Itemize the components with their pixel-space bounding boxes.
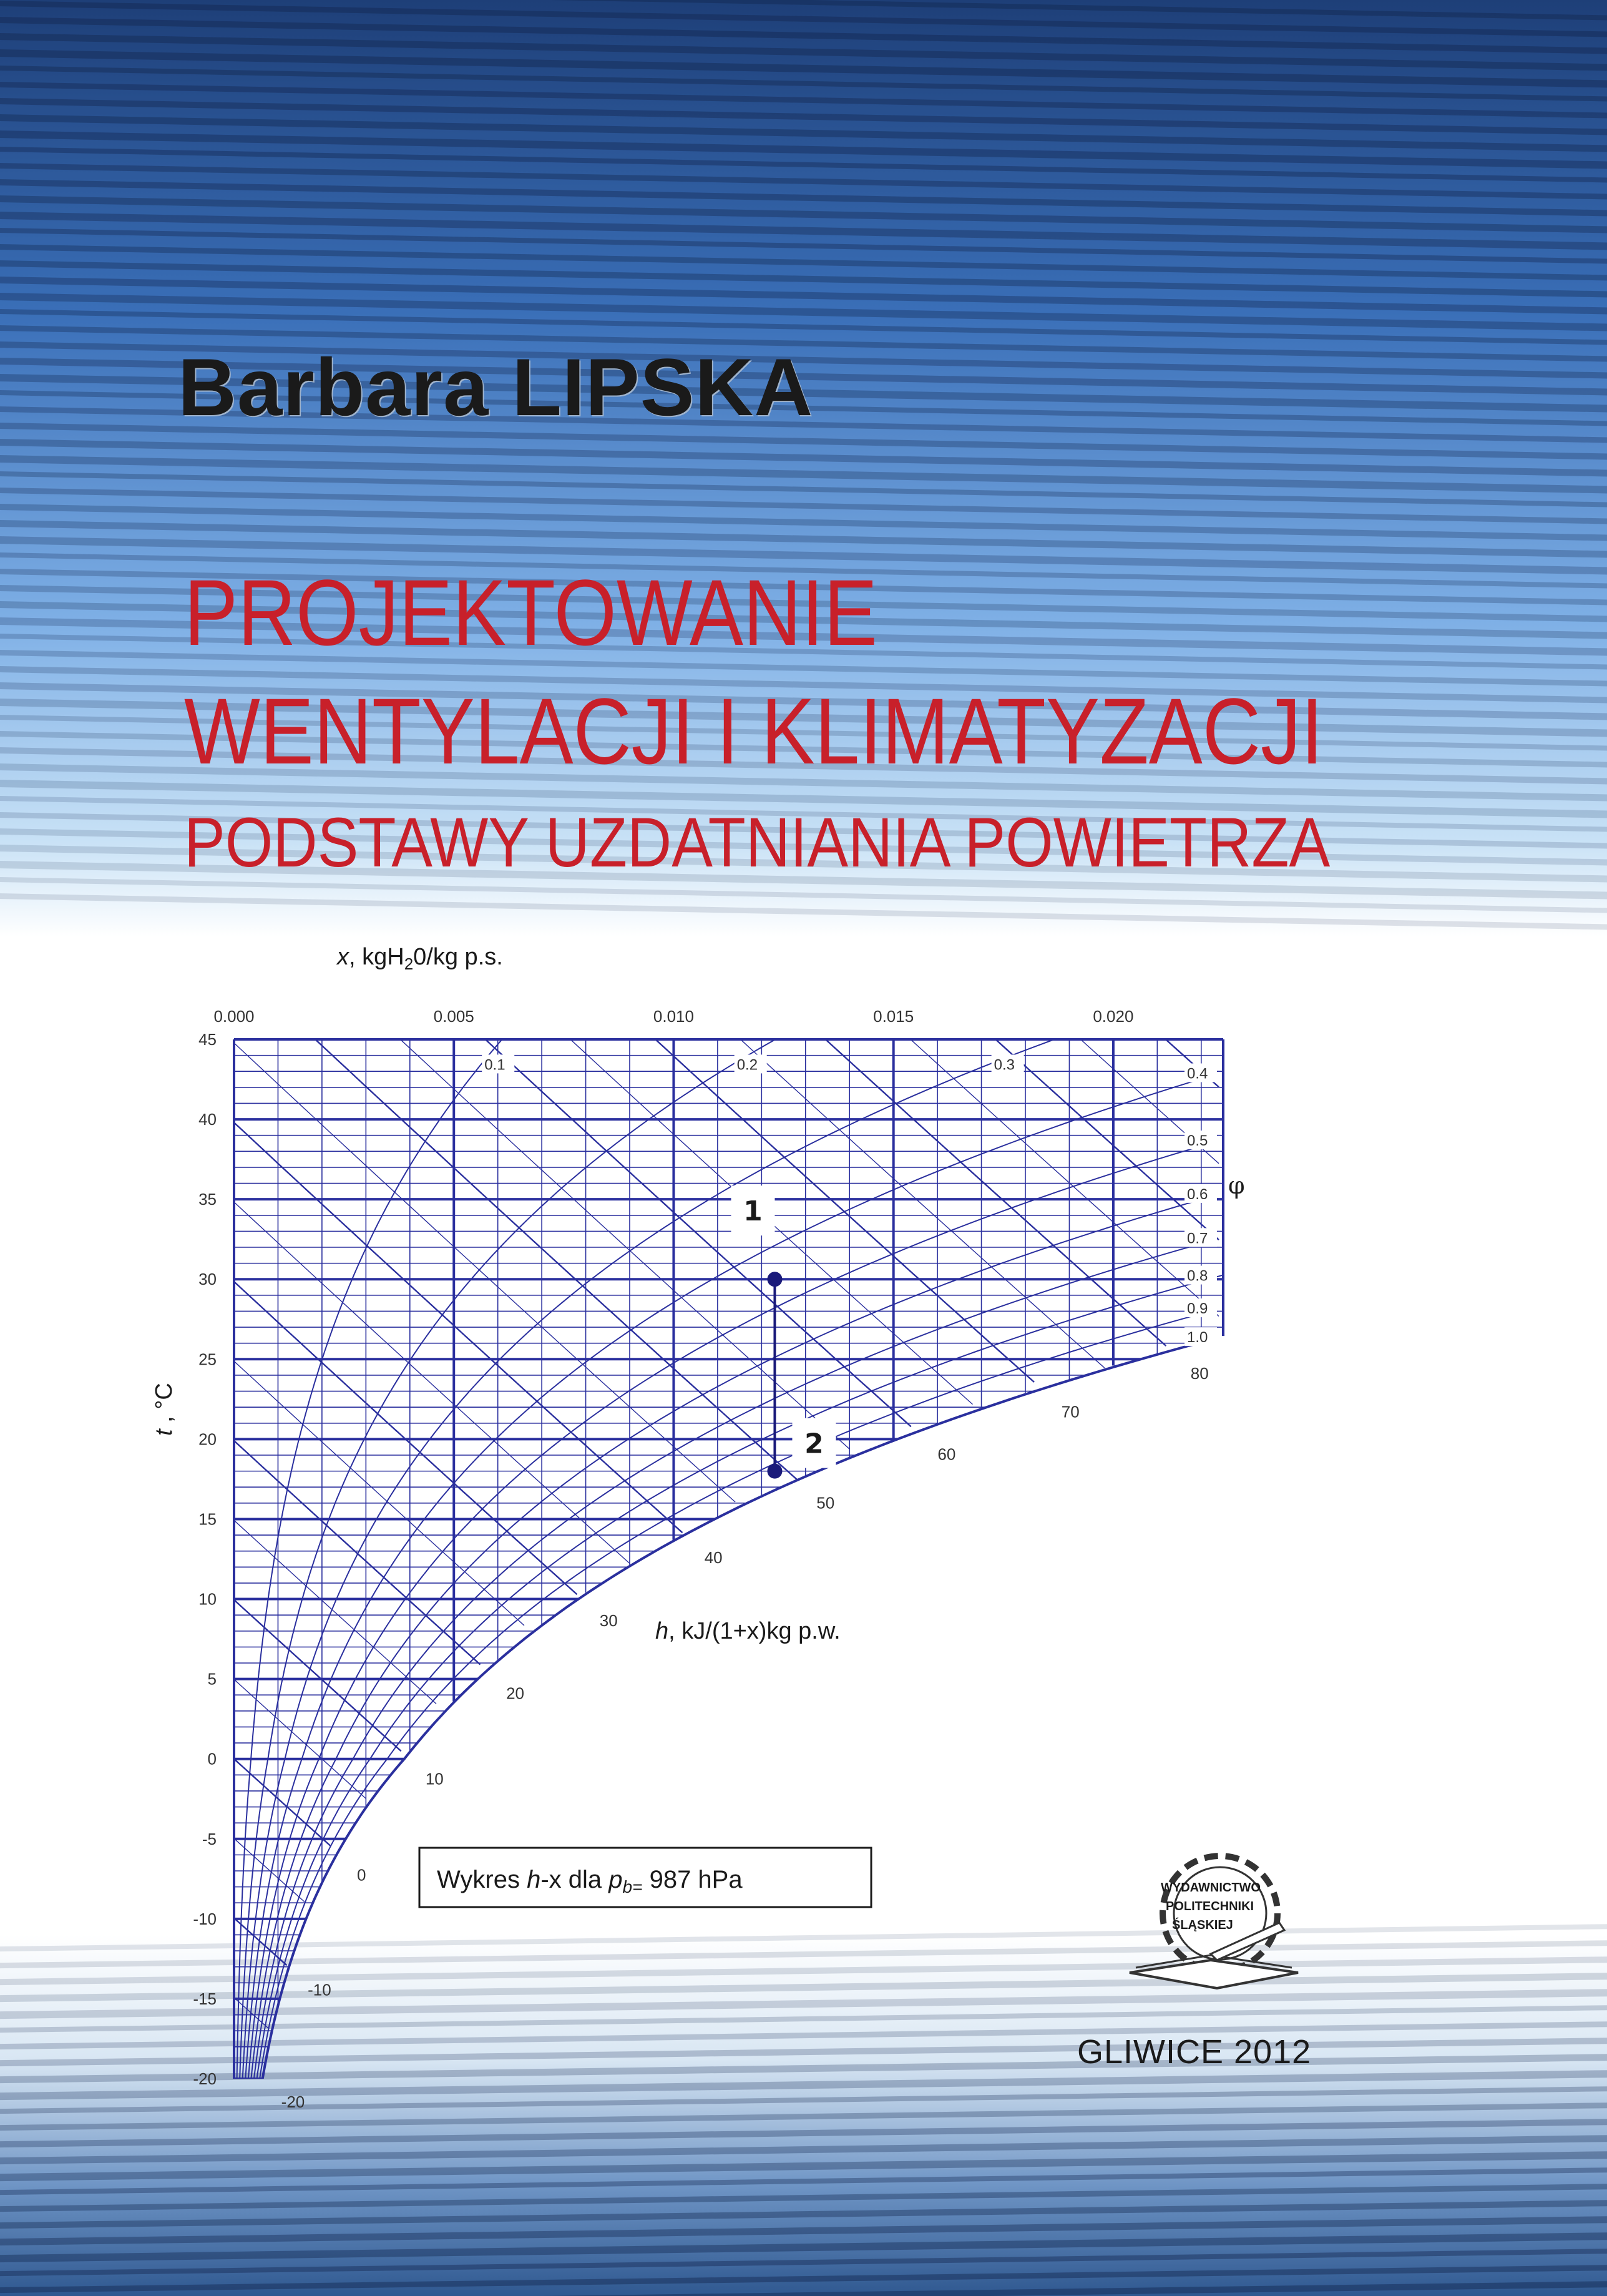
svg-text:Wykres h-x dla pb= 987 hPa: Wykres h-x dla $p_{b=}$ 987 hPa — [437, 1866, 743, 1896]
y-tick-label: 15 — [198, 1509, 217, 1529]
hx-chart — [0, 924, 1607, 2147]
y-tick-label: -20 — [193, 2069, 217, 2088]
y-tick-label: -15 — [193, 1989, 217, 2008]
rh-tick-label: 0.4 — [1187, 1065, 1208, 1082]
rh-tick-label: 0.5 — [1187, 1132, 1208, 1150]
phi-symbol: φ — [1228, 1172, 1245, 1199]
enthalpy-tick-label: 80 — [1190, 1364, 1209, 1383]
rh-tick-label: 1.0 — [1187, 1329, 1208, 1347]
state-point — [767, 1464, 782, 1479]
rh-tick-label: 0.9 — [1187, 1300, 1208, 1318]
x-tick-label: 0.020 — [1093, 1007, 1134, 1026]
enthalpy-tick-label: 30 — [599, 1611, 618, 1630]
y-axis-title: t , °C — [151, 1383, 177, 1436]
y-tick-label: -5 — [202, 1829, 217, 1848]
y-tick-label: -10 — [193, 1909, 217, 1928]
subtitle: PODSTAWY UZDATNIANIA POWIETRZA — [184, 803, 1331, 881]
relative-humidity-curve — [245, 1076, 1213, 2079]
relative-humidity-curve — [257, 1275, 1223, 2079]
publisher-logo — [1117, 1848, 1304, 1998]
state-label: 1 — [743, 1195, 763, 1228]
relative-humidity-curve — [240, 1039, 776, 2079]
svg-text:WYDAWNICTWO: WYDAWNICTWO — [1161, 1881, 1261, 1895]
rh-tick-label: 0.6 — [1187, 1185, 1208, 1203]
svg-text:POLITECHNIKI: POLITECHNIKI — [1166, 1900, 1254, 1913]
y-tick-label: 5 — [207, 1669, 217, 1689]
y-tick-label: 0 — [207, 1749, 217, 1769]
enthalpy-line — [876, 1008, 1219, 1316]
enthalpy-tick-label: 40 — [704, 1548, 723, 1567]
y-tick-label: 40 — [198, 1110, 217, 1129]
city-year: GLIWICE 2012 — [1077, 2033, 1312, 2071]
enthalpy-tick-label: -20 — [281, 2092, 305, 2111]
chart-caption-box — [419, 1848, 871, 1907]
x-tick-label: 0.015 — [873, 1007, 914, 1026]
title-line-2: WENTYLACJI I KLIMATYZACJI — [184, 679, 1324, 783]
title-line-1: PROJEKTOWANIE — [184, 560, 877, 665]
rh-tick-label: 0.7 — [1187, 1230, 1208, 1247]
x-tick-label: 0.000 — [213, 1007, 255, 1026]
relative-humidity-curve — [248, 1144, 1211, 2079]
enthalpy-tick-label: -10 — [308, 1980, 331, 1999]
y-tick-label: 35 — [198, 1190, 217, 1209]
y-tick-label: 25 — [198, 1350, 217, 1369]
enthalpy-line — [234, 2078, 252, 2093]
state-label: 2 — [804, 1428, 824, 1460]
state-point — [767, 1272, 782, 1287]
rh-tick-label: 0.3 — [994, 1056, 1015, 1074]
y-tick-label: 20 — [198, 1430, 217, 1449]
y-tick-label: 30 — [198, 1270, 217, 1289]
x-axis-title: x, kgH$_2$0/kg p.s. — [337, 944, 503, 973]
svg-text:ŚLĄSKIEJ: ŚLĄSKIEJ — [1172, 1918, 1233, 1932]
enthalpy-line — [621, 1008, 1034, 1382]
rh-tick-label: 0.8 — [1187, 1267, 1208, 1285]
x-tick-label: 0.010 — [653, 1007, 694, 1026]
enthalpy-tick-label: 10 — [425, 1769, 444, 1788]
enthalpy-tick-label: 0 — [356, 1865, 366, 1885]
enthalpy-tick-label: 70 — [1061, 1402, 1080, 1421]
rh-tick-label: 0.1 — [484, 1056, 506, 1074]
y-tick-label: 10 — [198, 1589, 217, 1609]
enthalpy-line — [234, 1759, 331, 1847]
y-tick-label: 45 — [198, 1030, 217, 1049]
x-tick-label: 0.005 — [433, 1007, 474, 1026]
relative-humidity-curve — [254, 1239, 1216, 2079]
enthalpy-tick-label: 50 — [816, 1493, 835, 1513]
author-name: Barbara LIPSKA — [178, 341, 814, 433]
enthalpy-axis-title: h, kJ/(1+x)kg p.w. — [655, 1618, 841, 1644]
enthalpy-tick-label: 20 — [506, 1684, 525, 1703]
enthalpy-line — [454, 1010, 911, 1426]
enthalpy-tick-label: 60 — [937, 1445, 956, 1464]
rh-tick-label: 0.2 — [736, 1056, 758, 1074]
